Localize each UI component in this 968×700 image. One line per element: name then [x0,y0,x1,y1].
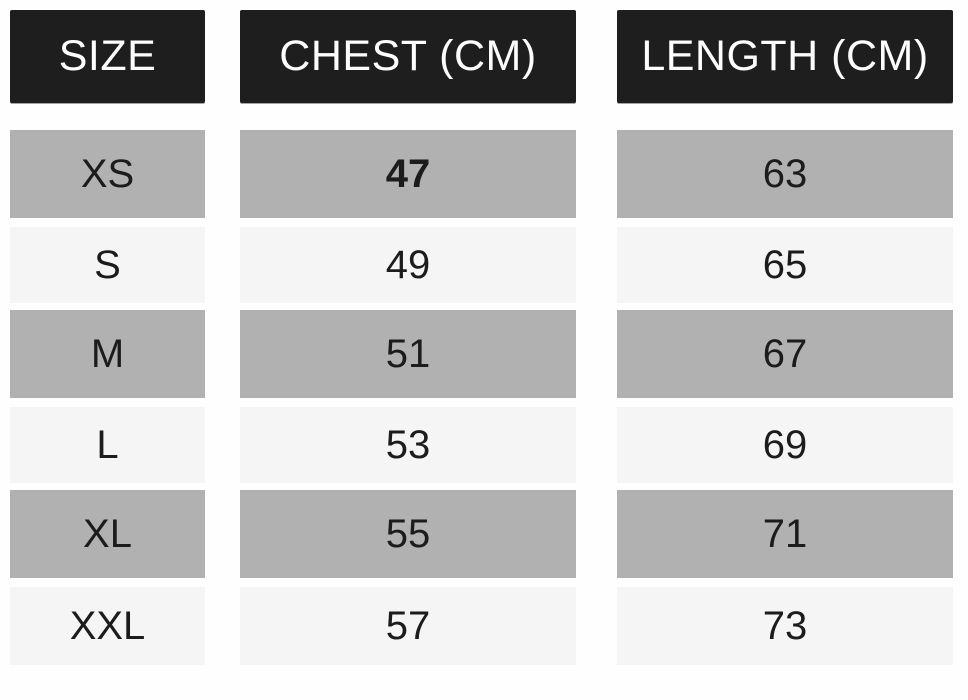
column-gap [205,130,240,218]
length-cell: 67 [617,310,953,398]
size-chart-header-row [10,10,968,103]
length-cell: 69 [617,407,953,483]
table-row-l [10,407,968,483]
chest-cell: 51 [240,310,576,398]
column-gap [576,587,617,665]
length-cell: 65 [617,227,953,303]
table-row-s [10,227,968,303]
column-gap [576,310,617,398]
table-row-xxl [10,587,968,665]
column-gap [576,490,617,578]
table-row-m [10,310,968,398]
length-cell: 63 [617,130,953,218]
size-cell: XL [10,490,205,578]
header-cell-size: SIZE [10,10,205,103]
length-cell: 71 [617,490,953,578]
column-gap [576,10,617,103]
column-gap [205,587,240,665]
column-gap [205,227,240,303]
column-gap [205,407,240,483]
column-gap [576,407,617,483]
column-gap [576,227,617,303]
column-gap [576,130,617,218]
column-gap [205,310,240,398]
size-cell: XS [10,130,205,218]
chest-cell: 49 [240,227,576,303]
size-cell: XXL [10,587,205,665]
size-cell: M [10,310,205,398]
header-cell-chest: CHEST (CM) [240,10,576,103]
table-row-xl [10,490,968,578]
size-cell: S [10,227,205,303]
header-cell-length: LENGTH (CM) [617,10,953,103]
chest-cell: 53 [240,407,576,483]
chest-cell: 57 [240,587,576,665]
length-cell: 73 [617,587,953,665]
size-cell: L [10,407,205,483]
column-gap [205,10,240,103]
column-gap [205,490,240,578]
table-row-xs [10,130,968,218]
chest-cell: 55 [240,490,576,578]
chest-cell: 47 [240,130,576,218]
